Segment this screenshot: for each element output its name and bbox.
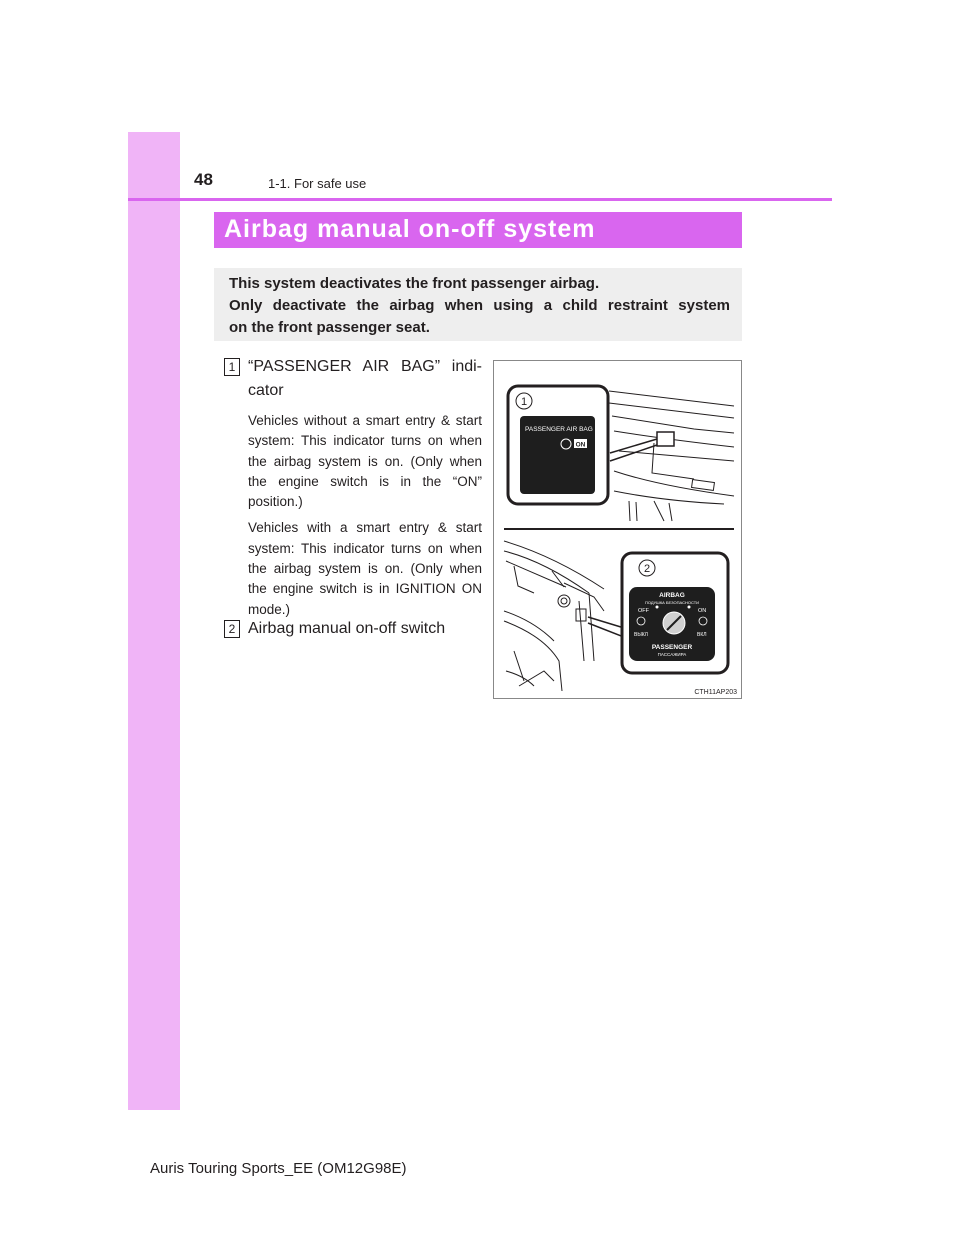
intro-line-3: on the front passenger seat. <box>229 319 430 336</box>
figure-code: CTH11AP203 <box>694 689 737 696</box>
switch-off-ru-label: ВЫКЛ <box>634 632 648 638</box>
indicator-label: PASSENGER AIR BAG <box>525 426 593 433</box>
callout-1-label: 1 <box>520 396 528 408</box>
switch-on-label: ON <box>698 608 707 614</box>
page-title: Airbag manual on-off system <box>214 212 742 248</box>
footer-model: Auris Touring Sports_EE (OM12G98E) <box>150 1160 407 1177</box>
item-paragraph-with-smart-entry: Vehicles with a smart entry & start system: This indicator turns on when the airbag system is on. (Only when the engine switch is in IGNITION ON mode.) <box>248 520 482 617</box>
list-item-switch <box>224 617 482 641</box>
page-number: 48 <box>194 170 213 189</box>
item-title-indicator <box>248 355 482 403</box>
indicator-on-label: ON <box>575 441 586 449</box>
intro-line-2: Only deactivate the airbag when using a child restraint system <box>229 297 730 314</box>
item-number-1: 1 <box>224 358 240 376</box>
intro-line-1: This system deactivates the front passenger airbag. <box>229 275 600 292</box>
switch-passenger-ru-label: ПАССАЖИРА <box>657 652 687 657</box>
item-paragraph-without-smart-entry: Vehicles without a smart entry & start system: This indicator turns on when the airbag system is on. (Only when the engine switch is in the “ON” position.) <box>248 413 482 510</box>
intro-box <box>214 268 742 341</box>
item-title-line-2: cator <box>248 382 284 399</box>
item-title-line-1: “PASSENGER AIR BAG” indi- <box>248 358 482 375</box>
section-title: 1-1. For safe use <box>268 176 367 191</box>
list-item-indicator <box>224 355 482 626</box>
item-title-switch: Airbag manual on-off switch <box>248 620 446 637</box>
callout-2-label: 2 <box>643 563 651 575</box>
airbag-illustration <box>494 361 741 698</box>
item-body-indicator <box>248 411 482 620</box>
item-number-2: 2 <box>224 620 240 638</box>
airbag-figure <box>493 360 742 699</box>
header-rule <box>128 198 832 201</box>
switch-airbag-ru-label: ПОДУШКА БЕЗОПАСНОСТИ <box>644 600 700 605</box>
side-color-band <box>128 132 180 1110</box>
switch-off-label: OFF <box>638 608 649 614</box>
switch-on-ru-label: ВКЛ <box>697 632 707 638</box>
switch-airbag-label: AIRBAG <box>659 592 685 599</box>
switch-passenger-label: PASSENGER <box>651 644 693 651</box>
